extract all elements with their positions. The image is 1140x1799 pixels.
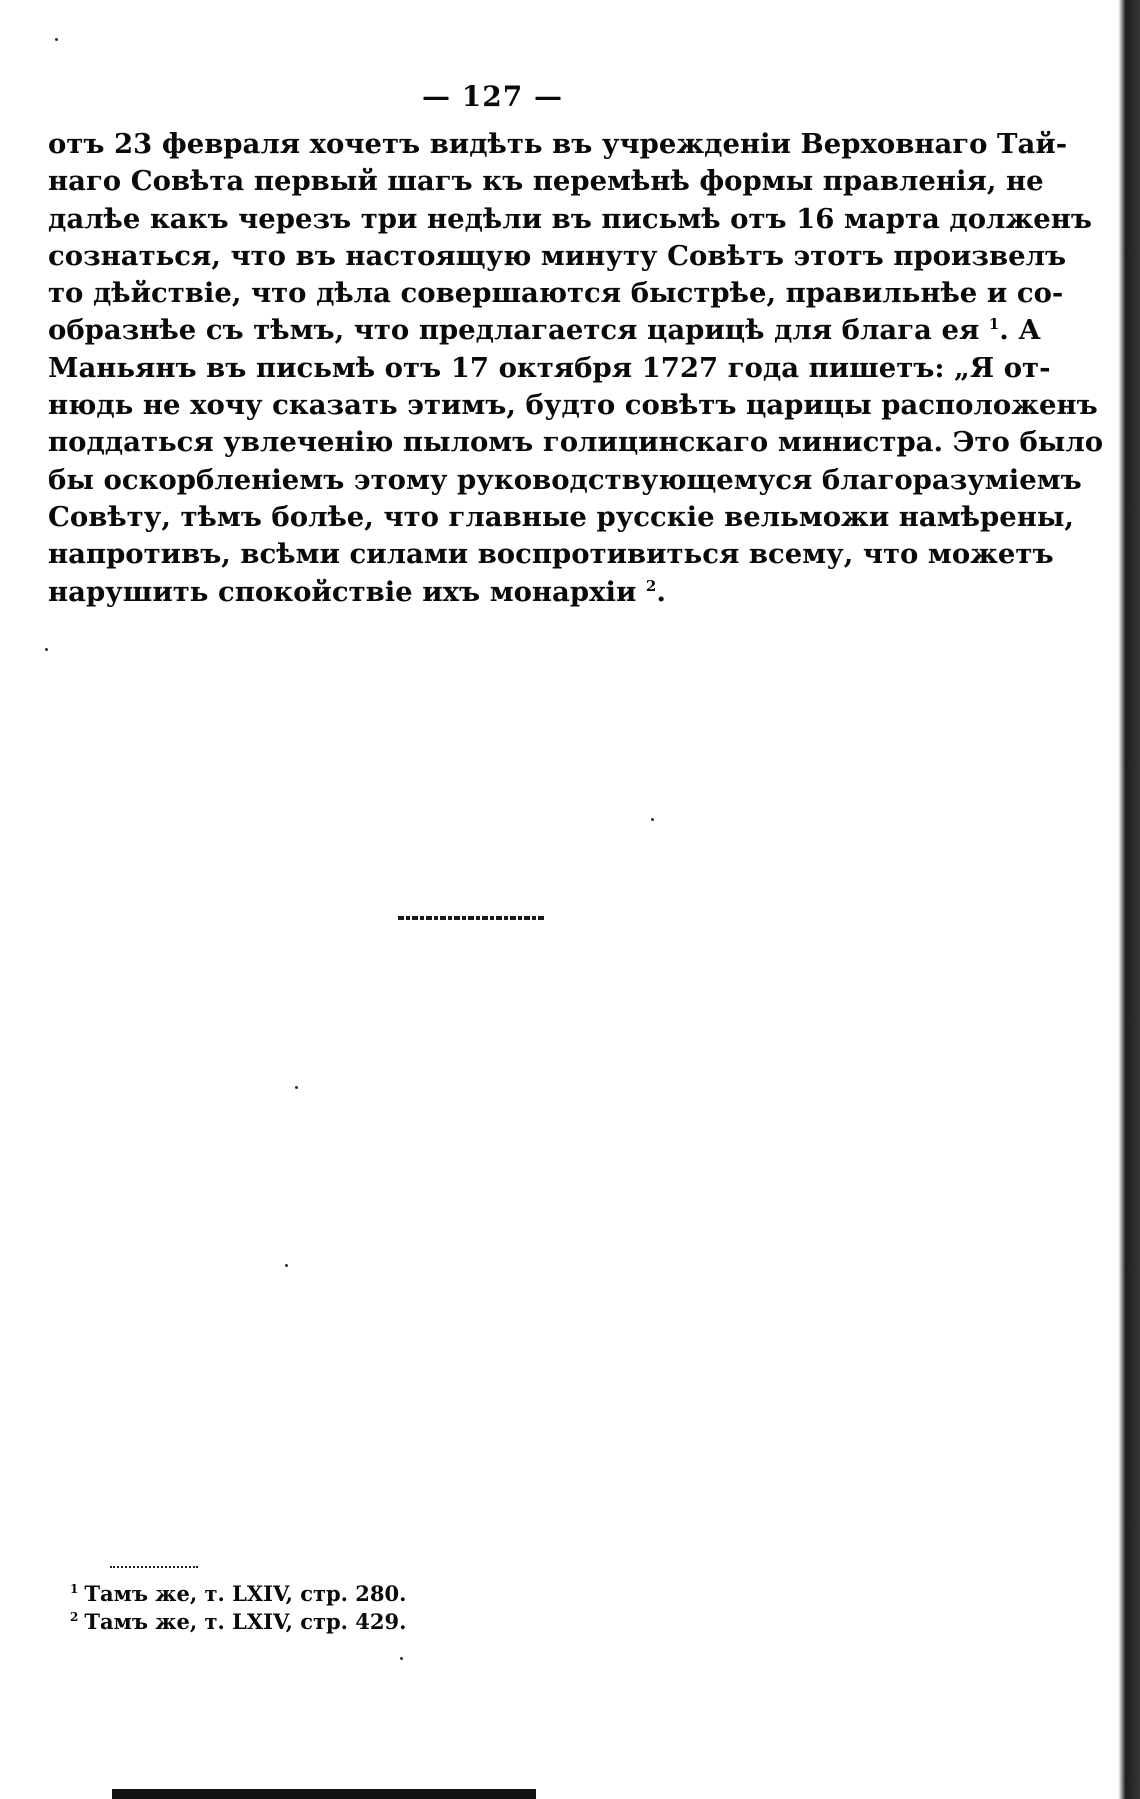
scan-binding-edge — [1104, 0, 1140, 1799]
text-segment: . — [656, 575, 666, 608]
footnote-marker: 2 — [645, 576, 657, 595]
text-line: напротивъ, всѣми силами воспротивиться всему, что можетъ — [48, 538, 1054, 571]
text-line: отъ 23 февраля хочетъ видѣть въ учрежденіи Верховнаго Тай- — [48, 128, 1068, 160]
text-line: Совѣту, тѣмъ болѣе, что главные русскіе вельможи намѣрены, — [48, 500, 1074, 533]
scan-speck — [285, 1264, 288, 1267]
section-ornament — [398, 916, 546, 920]
body-paragraph — [48, 126, 1104, 611]
text-line — [48, 312, 1041, 349]
text-line: наго Совѣта первый шагъ къ перемѣнѣ формы правленія, не — [48, 165, 1044, 198]
footnote-number: 2 — [70, 1610, 79, 1624]
text-line: далѣе какъ черезъ три недѣли въ письмѣ отъ 16 марта долженъ — [48, 202, 1092, 235]
text-segment: образнѣе съ тѣмъ, что предлагается царицѣ для блага ея — [48, 314, 980, 347]
page-number: — 127 — — [422, 80, 563, 113]
scan-bottom-shadow — [112, 1789, 536, 1799]
scan-speck — [651, 818, 654, 821]
footnote-text: Тамъ же, т. LXIV, стр. 429. — [84, 1609, 407, 1634]
footnote-divider — [110, 1566, 198, 1568]
text-segment: нарушить спокойствіе ихъ монархіи — [48, 575, 637, 608]
scan-speck — [295, 1086, 298, 1089]
footnote-text: Тамъ же, т. LXIV, стр. 280. — [84, 1581, 407, 1606]
footnotes — [70, 1580, 670, 1636]
text-line: Маньянъ въ письмѣ отъ 17 октября 1727 года пишетъ: „Я от- — [48, 351, 1051, 384]
scan-speck — [55, 38, 58, 41]
text-line: поддаться увлеченію пыломъ голицинскаго министра. Это было — [48, 426, 1104, 459]
text-line: сознаться, что въ настоящую минуту Совѣтъ этотъ произвелъ — [48, 239, 1067, 272]
text-line: бы оскорбленіемъ этому руководствующемуся благоразуміемъ — [48, 463, 1082, 496]
text-segment: . А — [999, 314, 1041, 347]
text-line — [48, 574, 896, 611]
scan-speck — [400, 1657, 403, 1660]
text-line: то дѣйствіе, что дѣла совершаются быстрѣе, правильнѣе и со- — [48, 277, 1064, 310]
scan-speck — [45, 648, 48, 651]
footnote-marker: 1 — [988, 315, 1000, 334]
text-line: нюдь не хочу сказать этимъ, будто совѣтъ царицы расположенъ — [48, 389, 1098, 422]
footnote-number: 1 — [70, 1582, 79, 1596]
footnote — [70, 1608, 670, 1636]
footnote — [70, 1580, 670, 1608]
